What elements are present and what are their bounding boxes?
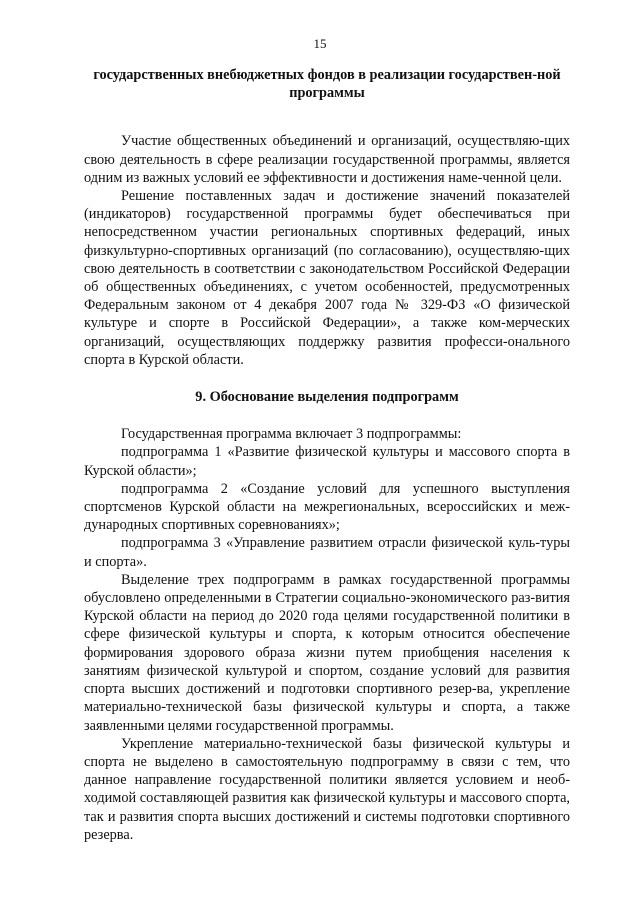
paragraph: Государственная программа включает 3 подпрограммы: xyxy=(121,426,462,443)
document-body xyxy=(84,66,570,844)
paragraph: Укрепление материально-технической базы физической культуры и спорта не выделено в самостоятельную подпрограмму в связи с тем, что данное направление государственной политики является условием и необ-ходимой составляющей развития как физической культуры и массового спорта, так и развития спорта высших достижений и системы подготовки спортивного резерва. xyxy=(84,735,570,843)
paragraph: Выделение трех подпрограмм в рамках государственной программы обусловлено определенными в Стратегии социально-экономического раз-вития Курской области на период до 2020 года целями государственной политики в сфере физической культуры и спорта, к которым относится обеспечение формирования здорового образа жизни путем приобщения населения к занятиям физической культурой и спортом, создание условий для развития спорта высших достижений и подготовки спортивного резер-ва, укрепление материально-технической базы физической культуры и спорта, а также заявленными целями государственной программы. xyxy=(84,571,570,734)
paragraph: подпрограмма 3 «Управление развитием отрасли физической куль-туры и спорта». xyxy=(84,535,570,570)
paragraph: Участие общественных объединений и организаций, осуществляю-щих свою деятельность в сфере реализации государственной программы, является одним из важных условий ее эффективности и достижения наме-ченной цели. xyxy=(84,133,570,186)
top-heading: государственных внебюджетных фондов в реализации государствен-ной программы xyxy=(93,67,561,102)
page-number: 15 xyxy=(313,36,327,51)
paragraph: Решение поставленных задач и достижение значений показателей (индикаторов) государственной программы будет обеспечиваться при непосредственном участии региональных спортивных федераций, иных физкультурно-спортивных организаций (по согласованию), осуществляю-щих свою деятельность в соответствии с законодательством Российской Федерации об общественных объединениях, с учетом особенностей, предусмотренных Федеральным законом от 4 декабря 2007 года № 329-ФЗ «О физической культуре и спорте в Российской Федерации», а также ком-мерческих организаций, осуществляющих поддержку развития професси-онального спорта в Курской области. xyxy=(84,188,570,368)
paragraph: подпрограмма 1 «Развитие физической культуры и массового спорта в Курской области»; xyxy=(84,444,570,479)
paragraph: подпрограмма 2 «Создание условий для успешного выступления спортсменов Курской области на межрегиональных, всероссийских и меж-дународных спортивных соревнованиях»; xyxy=(84,480,570,534)
section-heading: 9. Обоснование выделения подпрограмм xyxy=(195,389,459,406)
